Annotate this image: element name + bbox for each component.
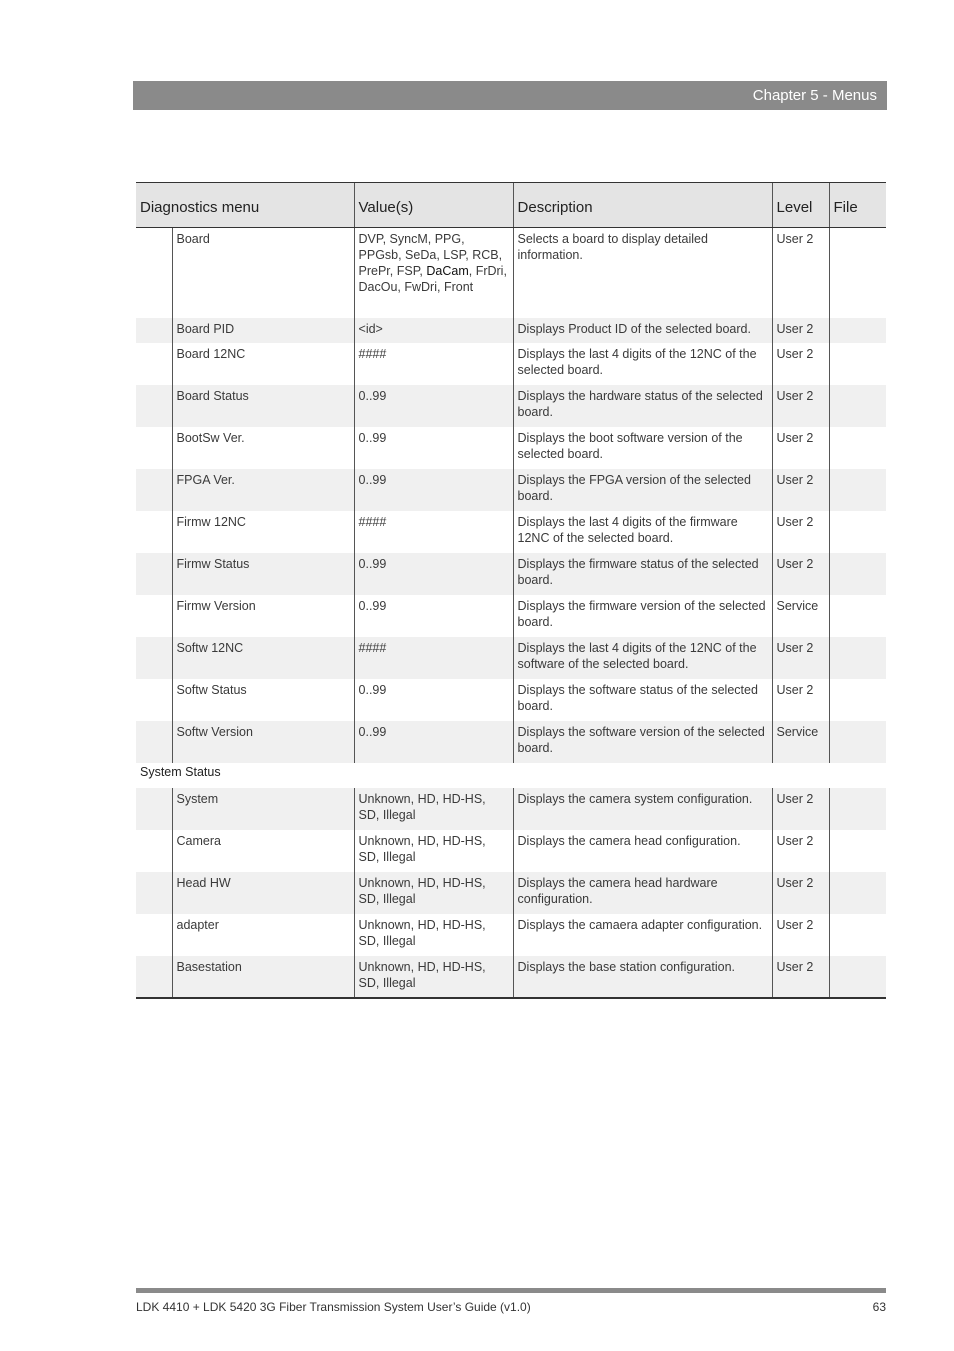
row-item: Softw 12NC [172, 637, 354, 679]
column-header-menu: Diagnostics menu [136, 183, 354, 228]
row-item: Board [172, 228, 354, 318]
table-row [136, 511, 886, 553]
row-file [829, 343, 886, 385]
diagnostics-menu-table [136, 182, 886, 999]
row-description: Displays Product ID of the selected board. [513, 318, 772, 343]
row-values: #### [354, 343, 513, 385]
row-file [829, 830, 886, 872]
footer-rule [136, 1288, 886, 1293]
table-header-row [136, 183, 886, 228]
row-file [829, 788, 886, 830]
row-level: User 2 [772, 830, 829, 872]
row-file [829, 511, 886, 553]
row-item: Softw Status [172, 679, 354, 721]
table-row [136, 788, 886, 830]
row-item: FPGA Ver. [172, 469, 354, 511]
row-file [829, 595, 886, 637]
row-level: User 2 [772, 553, 829, 595]
row-file [829, 679, 886, 721]
row-level: User 2 [772, 914, 829, 956]
row-item: BootSw Ver. [172, 427, 354, 469]
row-item: System [172, 788, 354, 830]
row-values: 0..99 [354, 427, 513, 469]
row-file [829, 385, 886, 427]
row-file [829, 318, 886, 343]
row-values: DVP, SyncM, PPG, PPGsb, SeDa, LSP, RCB, PrePr, FSP, DaCam, FrDri, DacOu, FwDri, Front [354, 228, 513, 318]
row-item: Firmw Status [172, 553, 354, 595]
row-level: User 2 [772, 318, 829, 343]
footer-document-title: LDK 4410 + LDK 5420 3G Fiber Transmission System User’s Guide (v1.0) [136, 1300, 531, 1314]
row-values: Unknown, HD, HD-HS, SD, Illegal [354, 830, 513, 872]
row-description: Displays the last 4 digits of the 12NC of the software of the selected board. [513, 637, 772, 679]
row-description: Selects a board to display detailed information. [513, 228, 772, 318]
row-file [829, 721, 886, 763]
row-level: User 2 [772, 637, 829, 679]
row-description: Displays the last 4 digits of the firmware 12NC of the selected board. [513, 511, 772, 553]
table-row [136, 637, 886, 679]
row-item: Board PID [172, 318, 354, 343]
row-level: User 2 [772, 385, 829, 427]
row-description: Displays the camera head configuration. [513, 830, 772, 872]
row-level: Service [772, 721, 829, 763]
row-file [829, 553, 886, 595]
row-values: Unknown, HD, HD-HS, SD, Illegal [354, 788, 513, 830]
row-values: Unknown, HD, HD-HS, SD, Illegal [354, 914, 513, 956]
row-description: Displays the camaera adapter configuration. [513, 914, 772, 956]
row-values: <id> [354, 318, 513, 343]
row-description: Displays the camera system configuration. [513, 788, 772, 830]
row-level: User 2 [772, 872, 829, 914]
table-row [136, 427, 886, 469]
row-item: Softw Version [172, 721, 354, 763]
row-description: Displays the firmware status of the selected board. [513, 553, 772, 595]
row-values: 0..99 [354, 595, 513, 637]
column-header-values: Value(s) [354, 183, 513, 228]
row-file [829, 637, 886, 679]
row-item: Basestation [172, 956, 354, 998]
row-description: Displays the software version of the selected board. [513, 721, 772, 763]
row-values: Unknown, HD, HD-HS, SD, Illegal [354, 872, 513, 914]
table-row [136, 679, 886, 721]
table-row [136, 318, 886, 343]
row-item: Board 12NC [172, 343, 354, 385]
row-description: Displays the firmware version of the selected board. [513, 595, 772, 637]
row-description: Displays the camera head hardware configuration. [513, 872, 772, 914]
row-level: User 2 [772, 427, 829, 469]
row-values: 0..99 [354, 679, 513, 721]
row-values: 0..99 [354, 385, 513, 427]
row-file [829, 956, 886, 998]
row-description: Displays the base station configuration. [513, 956, 772, 998]
section-title: System Status [136, 763, 886, 788]
row-description: Displays the boot software version of the selected board. [513, 427, 772, 469]
column-header-description: Description [513, 183, 772, 228]
row-values: 0..99 [354, 553, 513, 595]
row-level: User 2 [772, 788, 829, 830]
row-level: User 2 [772, 469, 829, 511]
table-row [136, 228, 886, 318]
row-item: Head HW [172, 872, 354, 914]
row-item: Board Status [172, 385, 354, 427]
row-description: Displays the FPGA version of the selected board. [513, 469, 772, 511]
row-file [829, 469, 886, 511]
row-item: Firmw 12NC [172, 511, 354, 553]
row-level: User 2 [772, 228, 829, 318]
table-row [136, 956, 886, 998]
row-level: User 2 [772, 679, 829, 721]
table-row [136, 914, 886, 956]
row-file [829, 228, 886, 318]
chapter-header [133, 81, 887, 110]
row-values: Unknown, HD, HD-HS, SD, Illegal [354, 956, 513, 998]
row-file [829, 427, 886, 469]
row-file [829, 872, 886, 914]
row-values: #### [354, 511, 513, 553]
table-row [136, 553, 886, 595]
row-description: Displays the software status of the selected board. [513, 679, 772, 721]
column-header-level: Level [772, 183, 829, 228]
row-values: 0..99 [354, 469, 513, 511]
table-row [136, 721, 886, 763]
page-number: 63 [872, 1300, 886, 1314]
row-level: User 2 [772, 956, 829, 998]
row-item: adapter [172, 914, 354, 956]
table-row [136, 385, 886, 427]
row-level: Service [772, 595, 829, 637]
row-level: User 2 [772, 511, 829, 553]
row-item: Camera [172, 830, 354, 872]
row-description: Displays the hardware status of the selected board. [513, 385, 772, 427]
chapter-title: Chapter 5 - Menus [752, 87, 877, 104]
table-row [136, 830, 886, 872]
table-row [136, 343, 886, 385]
table-row [136, 872, 886, 914]
row-file [829, 914, 886, 956]
row-description: Displays the last 4 digits of the 12NC of the selected board. [513, 343, 772, 385]
row-item: Firmw Version [172, 595, 354, 637]
section-row [136, 763, 886, 788]
row-values: 0..99 [354, 721, 513, 763]
row-values: #### [354, 637, 513, 679]
column-header-file: File [829, 183, 886, 228]
table-row [136, 595, 886, 637]
row-level: User 2 [772, 343, 829, 385]
table-row [136, 469, 886, 511]
